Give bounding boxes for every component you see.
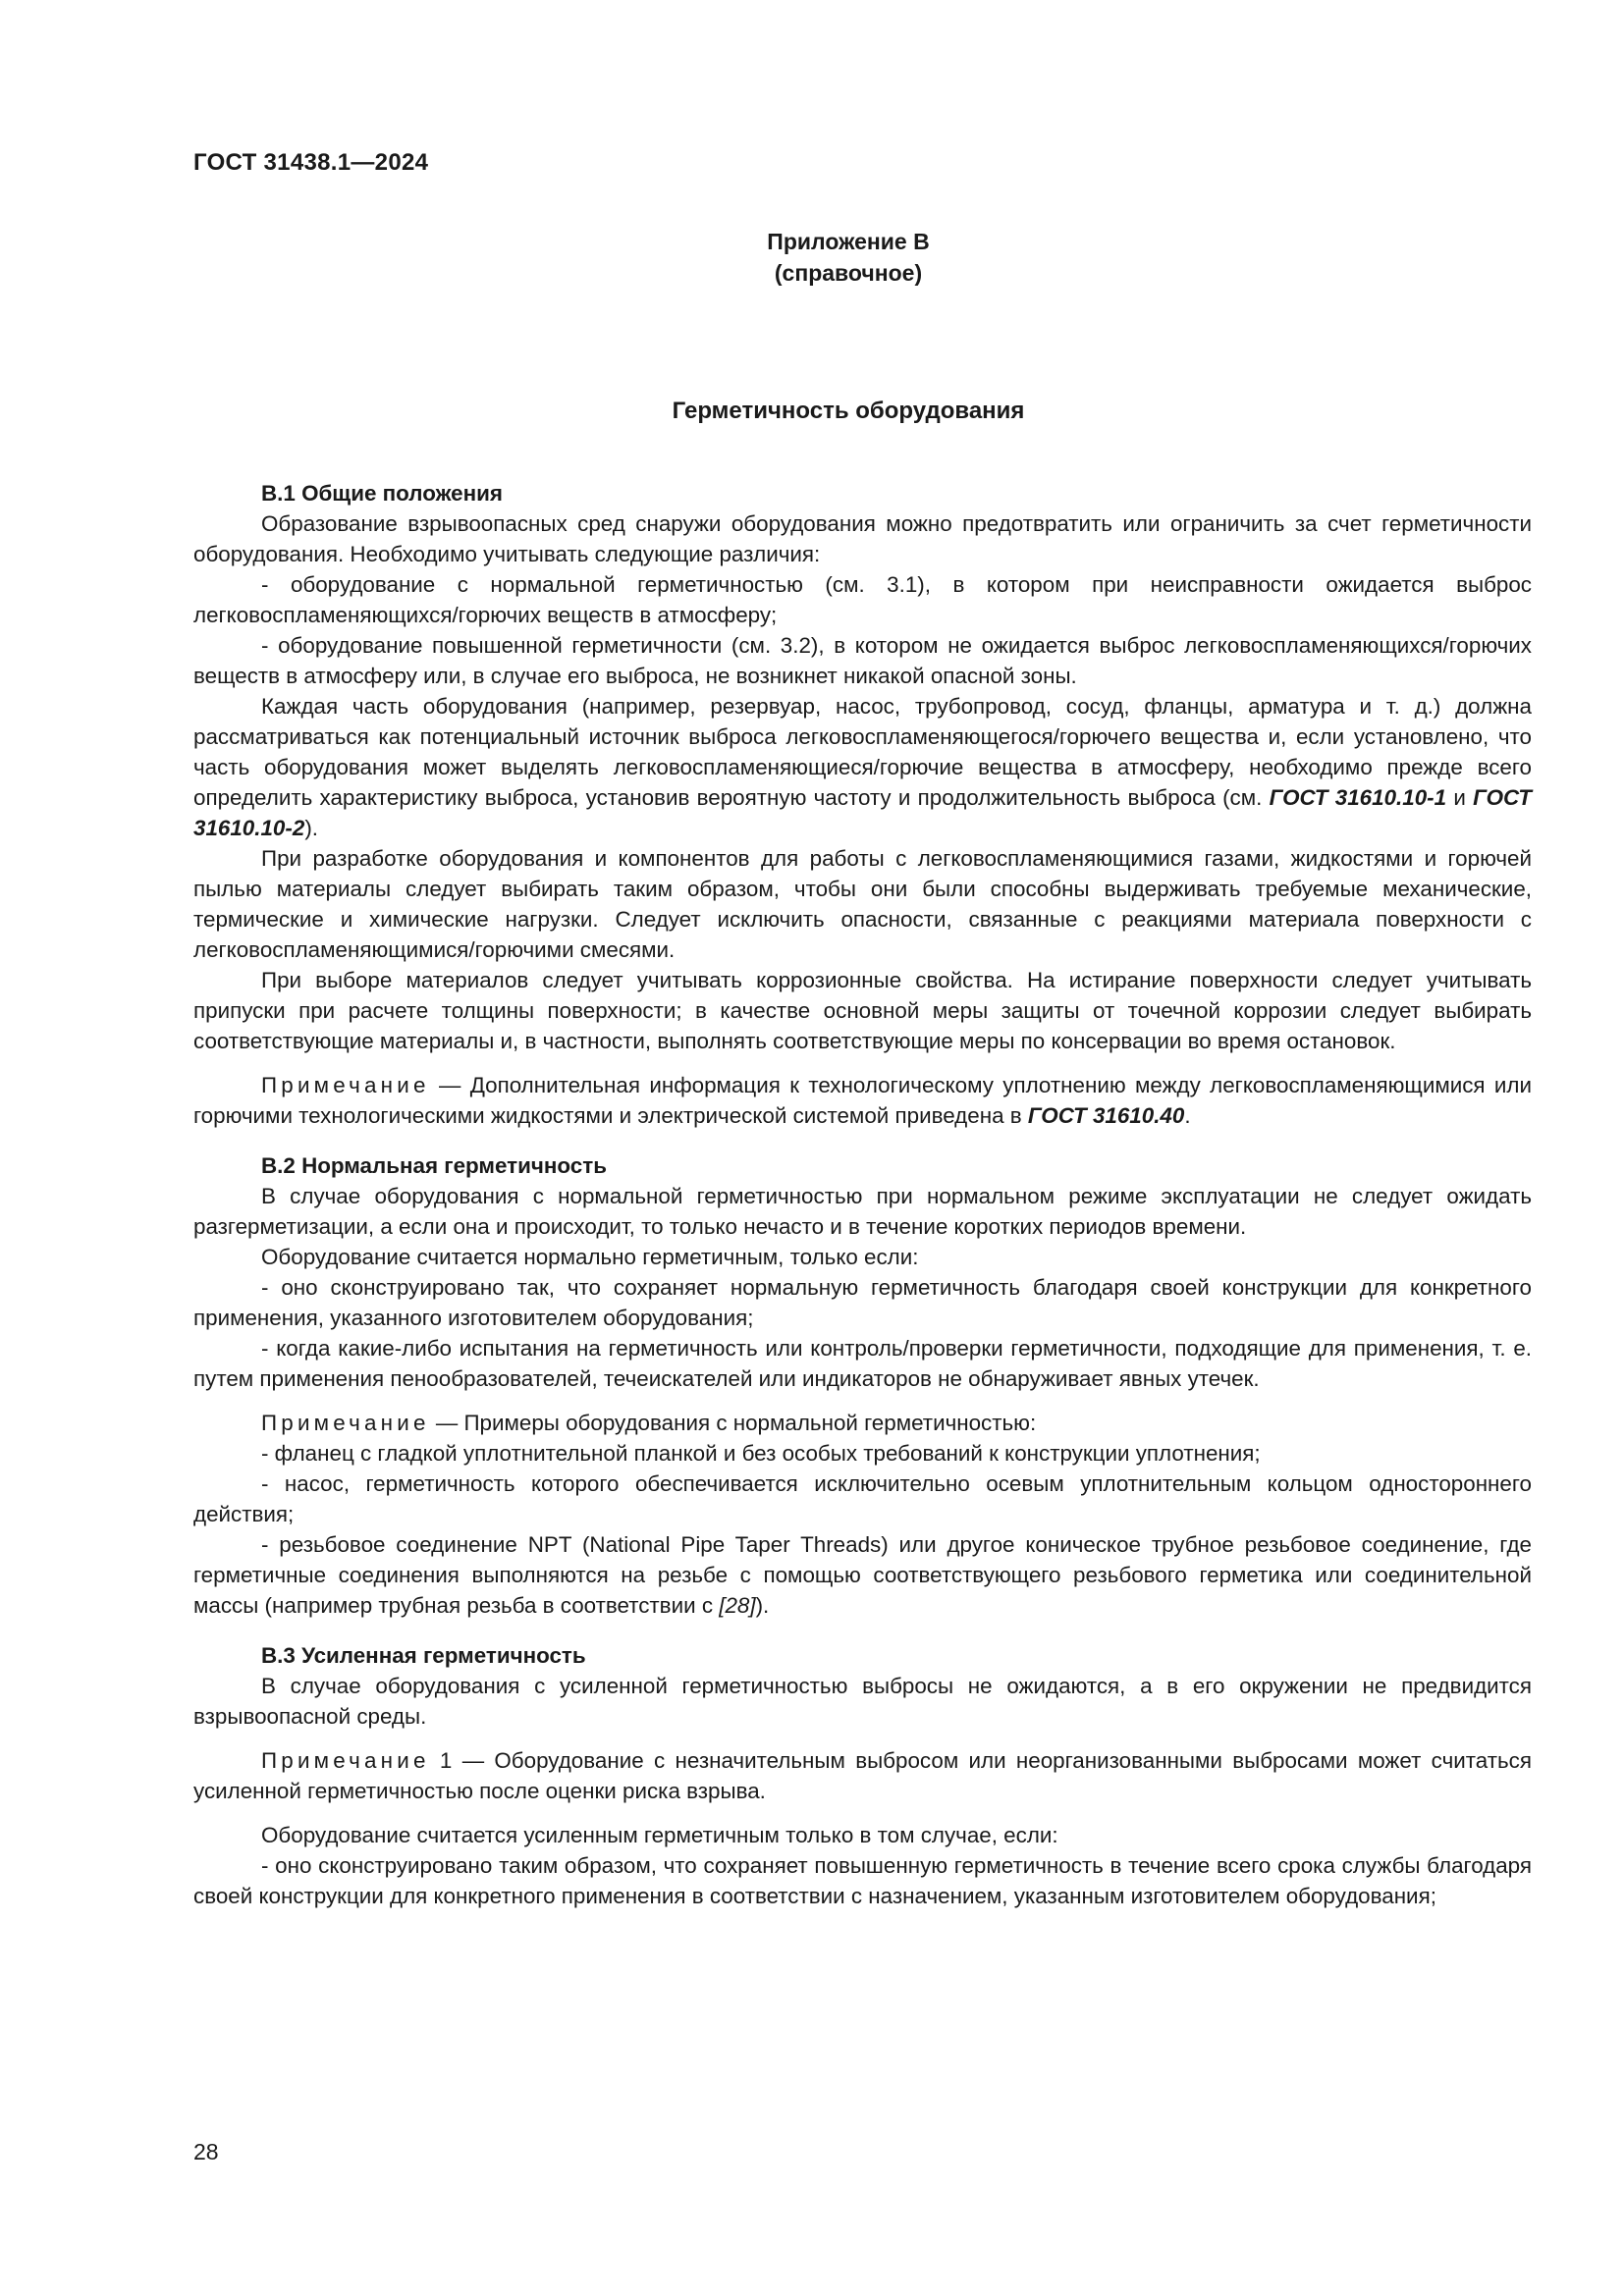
annex-header [0, 226, 1624, 289]
note: Примечание — Примеры оборудования с нормальной герметичностью: [261, 1411, 1037, 1435]
note-list-item: - фланец с гладкой уплотнительной планкой и без особых требований к конструкции уплотнения; [261, 1441, 1261, 1466]
section-b1 [193, 478, 1532, 1911]
note-label: Примечание [261, 1411, 430, 1435]
annex-title: Приложение В [767, 229, 930, 254]
list-item: - оборудование с нормальной герметичностью (см. 3.1), в котором при неисправности ожидается выброс легковоспламеняющихся/горючих веществ в атмосферу; [193, 572, 1532, 627]
note-label: Примечание [261, 1748, 430, 1773]
section-b1-heading: В.1 Общие положения [261, 481, 503, 506]
standard-reference: ГОСТ 31610.10-1 [1269, 785, 1447, 810]
bibliography-reference: [28] [719, 1593, 756, 1618]
annex-type: (справочное) [774, 260, 923, 286]
paragraph: В случае оборудования с усиленной герметичностью выбросы не ожидаются, а в его окружении не предвидится взрывоопасной среды. [193, 1674, 1532, 1729]
note: Примечание — Дополнительная информация к технологическому уплотнению между легковоспламеняющимися или горючими технологическими жидкостями и электрической системой приведена в ГОСТ 31610.40. [193, 1073, 1532, 1128]
main-title: Герметичность оборудования [672, 398, 1025, 424]
list-item: - оборудование повышенной герметичности (см. 3.2), в котором не ожидается выброс легковоспламеняющихся/горючих веществ в атмосферу или, в случае его выброса, не возникнет никакой опасной зоны. [193, 633, 1532, 688]
paragraph: При разработке оборудования и компонентов для работы с легковоспламеняющимися газами, жидкостями и горючей пылью материалы следует выбирать таким образом, чтобы они были способны выдерживать требуемые механические, термические и химические нагрузки. Следует исключить опасности, связанные с реакциями материала поверхности с легковоспламеняющимися/горючими смесями. [193, 846, 1532, 962]
document-code: ГОСТ 31438.1—2024 [193, 149, 429, 176]
note-list-item: - насос, герметичность которого обеспечивается исключительно осевым уплотнительным кольцом одностороннего действия; [193, 1471, 1532, 1526]
standard-reference: ГОСТ 31610.10-2 [193, 785, 1532, 840]
section-b2-heading: В.2 Нормальная герметичность [261, 1153, 607, 1178]
note-list-item: - резьбовое соединение NPT (National Pipe Taper Threads) или другое коническое трубное резьбовое соединение, где герметичные соединения выполняются на резьбе с помощью соответствующего резьбового герметика или соединительной массы (например трубная резьба в соответствии с [28]). [193, 1532, 1532, 1618]
list-item: - когда какие-либо испытания на герметичность или контроль/проверки герметичности, подходящие для применения, т. е. путем применения пенообразователей, течеискателей или индикаторов не обнаруживает явных утечек. [193, 1336, 1532, 1391]
section-b3-heading: В.3 Усиленная герметичность [261, 1643, 586, 1668]
paragraph: При выборе материалов следует учитывать коррозионные свойства. На истирание поверхности следует учитывать припуски при расчете толщины поверхности; в качестве основной меры защиты от точечной коррозии следует выбирать соответствующие материалы и, в частности, выполнять соответствующие меры по консервации во время остановок. [193, 968, 1532, 1053]
paragraph: Оборудование считается усиленным герметичным только в том случае, если: [261, 1823, 1058, 1847]
paragraph: Каждая часть оборудования (например, резервуар, насос, трубопровод, сосуд, фланцы, арматура и т. д.) должна рассматриваться как потенциальный источник выброса легковоспламеняющегося/горючего вещества и, если установлено, что часть оборудования может выделять легковоспламеняющиеся/горючие вещества в атмосферу, необходимо прежде всего определить характеристику выброса, установив вероятную частоту и продолжительность выброса (см. ГОСТ 31610.10-1 и ГОСТ 31610.10-2). [193, 694, 1532, 840]
list-item: - оно сконструировано таким образом, что сохраняет повышенную герметичность в течение всего срока службы благодаря своей конструкции для конкретного применения в соответствии с назначением, указанным изготовителем оборудования; [193, 1853, 1532, 1908]
paragraph: Образование взрывоопасных сред снаружи оборудования можно предотвратить или ограничить за счет герметичности оборудования. Необходимо учитывать следующие различия: [193, 511, 1532, 566]
paragraph: Оборудование считается нормально герметичным, только если: [261, 1245, 919, 1269]
list-item: - оно сконструировано так, что сохраняет нормальную герметичность благодаря своей конструкции для конкретного применения, указанного изготовителем оборудования; [193, 1275, 1532, 1330]
standard-reference: ГОСТ 31610.40 [1027, 1103, 1185, 1128]
page-number: 28 [193, 2139, 219, 2164]
note-label: Примечание [261, 1073, 430, 1097]
paragraph: В случае оборудования с нормальной герметичностью при нормальном режиме эксплуатации не следует ожидать разгерметизации, а если она и происходит, то только нечасто и в течение коротких периодов времени. [193, 1184, 1532, 1239]
note: Примечание 1 — Оборудование с незначительным выбросом или неорганизованными выбросами может считаться усиленной герметичностью после оценки риска взрыва. [193, 1748, 1532, 1803]
